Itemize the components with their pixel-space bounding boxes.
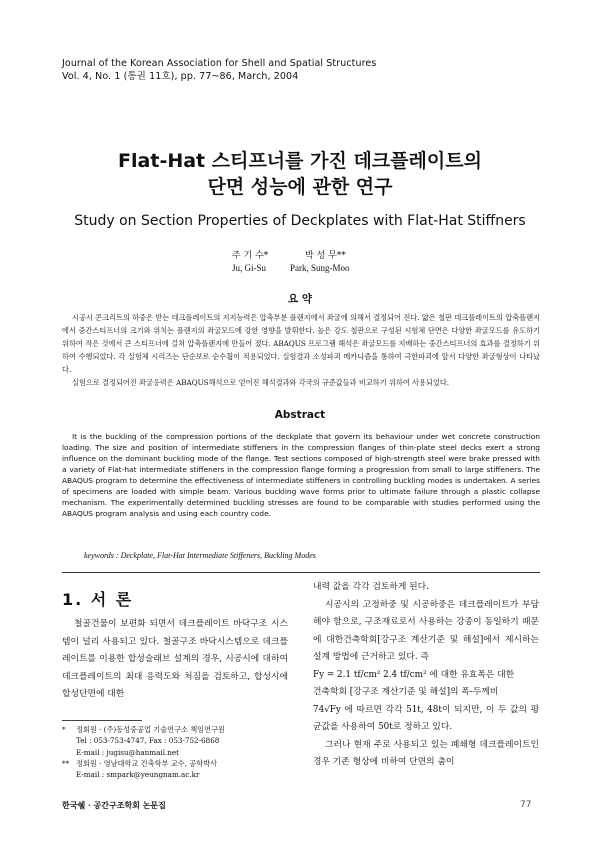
- korean-abstract: [62, 312, 540, 389]
- abstract-heading: Abstract: [274, 409, 326, 421]
- section-1-cont-line: 내력 값을 각각 검토하게 된다.: [313, 582, 429, 592]
- journal-name: Journal of the Korean Association for Shell and Spatial Structures: [62, 58, 377, 69]
- author-ko-2: 박 성 무**: [305, 251, 346, 261]
- section-1-para-2-end: 74√Fy 에 따르면 각각 51t, 48t이 되지만, 이 두 값의 평균값을 사용하여 50t로 정하고 있다.: [313, 704, 539, 732]
- footnotes: [62, 724, 287, 780]
- footer-journal: 한국쉘 · 공간구조학회 논문집: [62, 800, 166, 810]
- journal-volume: Vol. 4, No. 1 (통권 11호), pp. 77~86, March, 2004: [62, 71, 299, 82]
- footnote-1-line-3: E-mail : jugisu@hanmail.net: [76, 747, 180, 757]
- abstract-text: It is the buckling of the compression portions of the deckplate that govern its behaviour under wet concrete construction loading. The size and position of intermediate stiffeners in the compression flanges of thin-plate steel decks exert a strong influence on the dominant buckling mode of the flange. Test sections composed of high-strength steel were brake pressed with a variety of Flat-hat intermediate stiffeners in the compression flange forming a progression from small to large stiffeners. The ABAQUS program to determine the effectiveness of intermediate stiffeners in controlling buckling modes is undertaken. A series of specimens are loaded with simple beam. Various buckling wave forms prior to ultimate failure through a plastic collapse mechanism. The experimentally determined buckling stresses are found to be comparable with studies performed using the ABAQUS program analysis and using each country code.: [62, 432, 540, 518]
- abstract-english: [62, 431, 540, 519]
- author-en-1: Ju, Gi-Su: [232, 263, 267, 273]
- divider: [62, 572, 540, 573]
- page-number: 77: [520, 800, 532, 810]
- keywords: keywords : Deckplate, Flat-Hat Intermediate Stiffeners, Buckling Modes: [84, 551, 316, 560]
- footnote-2-line-2: E-mail : smpark@yeungnam.ac.kr: [76, 770, 200, 780]
- title-korean-line2: 단면 성능에 관한 연구: [207, 176, 393, 198]
- footnote-1-line-2: Tel : 053-753-4747, Fax : 053-752-6868: [76, 736, 220, 746]
- title-english: Study on Section Properties of Deckplates with Flat-Hat Stiffners: [74, 213, 526, 229]
- section-1-para-3: 그러나 현재 주로 사용되고 있는 폐쇄형 데크플레이트인 경우 기존 형상에 비하여 단면의 춤이: [313, 739, 539, 767]
- right-column-text: [313, 579, 539, 772]
- left-column-text: [62, 616, 288, 704]
- korean-abstract-para-1: 시공시 콘크리트의 하중은 받는 데크플레이트의 지지능력은 압축부분 플랜지에서 좌굴에 의해서 결정되어 진다. 얇은 철판 데크플레이트의 압축플랜지에서 중간스티프너의 크기와 위치는 플랜지의 좌굴모드에 강한 영향을 발휘한다. 높은 강도 철판으로 구성된 시험체 단면은 다양한 좌굴모드를 유도하기 위하여 작은 것에서 큰 스티프너에 걸쳐 압축플랜지에 만들어 졌다. ABAQUS 프로그램 해석은 좌굴모드를 지배하는 중간스티프너의 효과를 결정하기 위하여 수행되었다. 각 실험체 시리즈는 단순보로 순수휨이 적용되었다. 실험결과 소성파괴 메카니즘을 통하여 극한파괴에 앞서 다양한 좌굴형상이 나타났다.: [62, 313, 540, 374]
- section-1-para-2-cont: 건축학회 [강구조 계산기준 및 해설]의 폭-두께비: [313, 687, 499, 697]
- footnote-1-line-1: 정회원 · (주)동성중공업 기술연구소 책임연구원: [76, 725, 225, 734]
- author-en-2: Park, Sung-Moo: [290, 263, 350, 273]
- footnote-2-line-1: 정회원 · 영남대학교 건축학부 교수, 공학박사: [76, 758, 217, 768]
- section-1-heading: 1. 서 론: [62, 590, 134, 609]
- korean-abstract-para-2: 실험으로 결정되어진 좌굴응력은 ABAQUS해석으로 얻어진 해석결과와 각국의 규준값들과 비교하기 위하여 사용되었다.: [72, 377, 450, 387]
- korean-abstract-heading: 요 약: [288, 293, 312, 305]
- footnote-mark-1: *: [62, 725, 66, 734]
- section-1-para-2: 시공시의 고정하중 및 시공하중은 데크플레이트가 부담해야 함으로, 구조재료로서 사용하는 강종이 동일하기 때문에 대한건축학회[강구조 계산기준 및 해설]에서 제시하는 설계 방법에 근거하고 있다. 즉: [313, 599, 539, 662]
- title-korean-line1: Flat-Hat 스티프너를 가진 데크플레이트의: [118, 150, 482, 172]
- footnote-mark-2: **: [62, 758, 70, 768]
- footnote-divider: [62, 720, 142, 721]
- formula-line: Fy = 2.1 tf/cm² 2.4 tf/cm² 에 대한 유효폭은 대한: [313, 669, 515, 680]
- section-1-para-1: 철골건물이 보편화 되면서 데크플레이트 바닥구조 시스템이 널리 사용되고 있다. 철골구조 바닥시스템으로 데크플레이트를 이용한 합성슬래브 설계의 경우, 시공시에 대하여 데크플레이트의 최대 응력도와 처짐을 검토하고, 합성시에 합성단면에 대한: [62, 619, 288, 699]
- author-ko-1: 주 기 수*: [232, 251, 269, 261]
